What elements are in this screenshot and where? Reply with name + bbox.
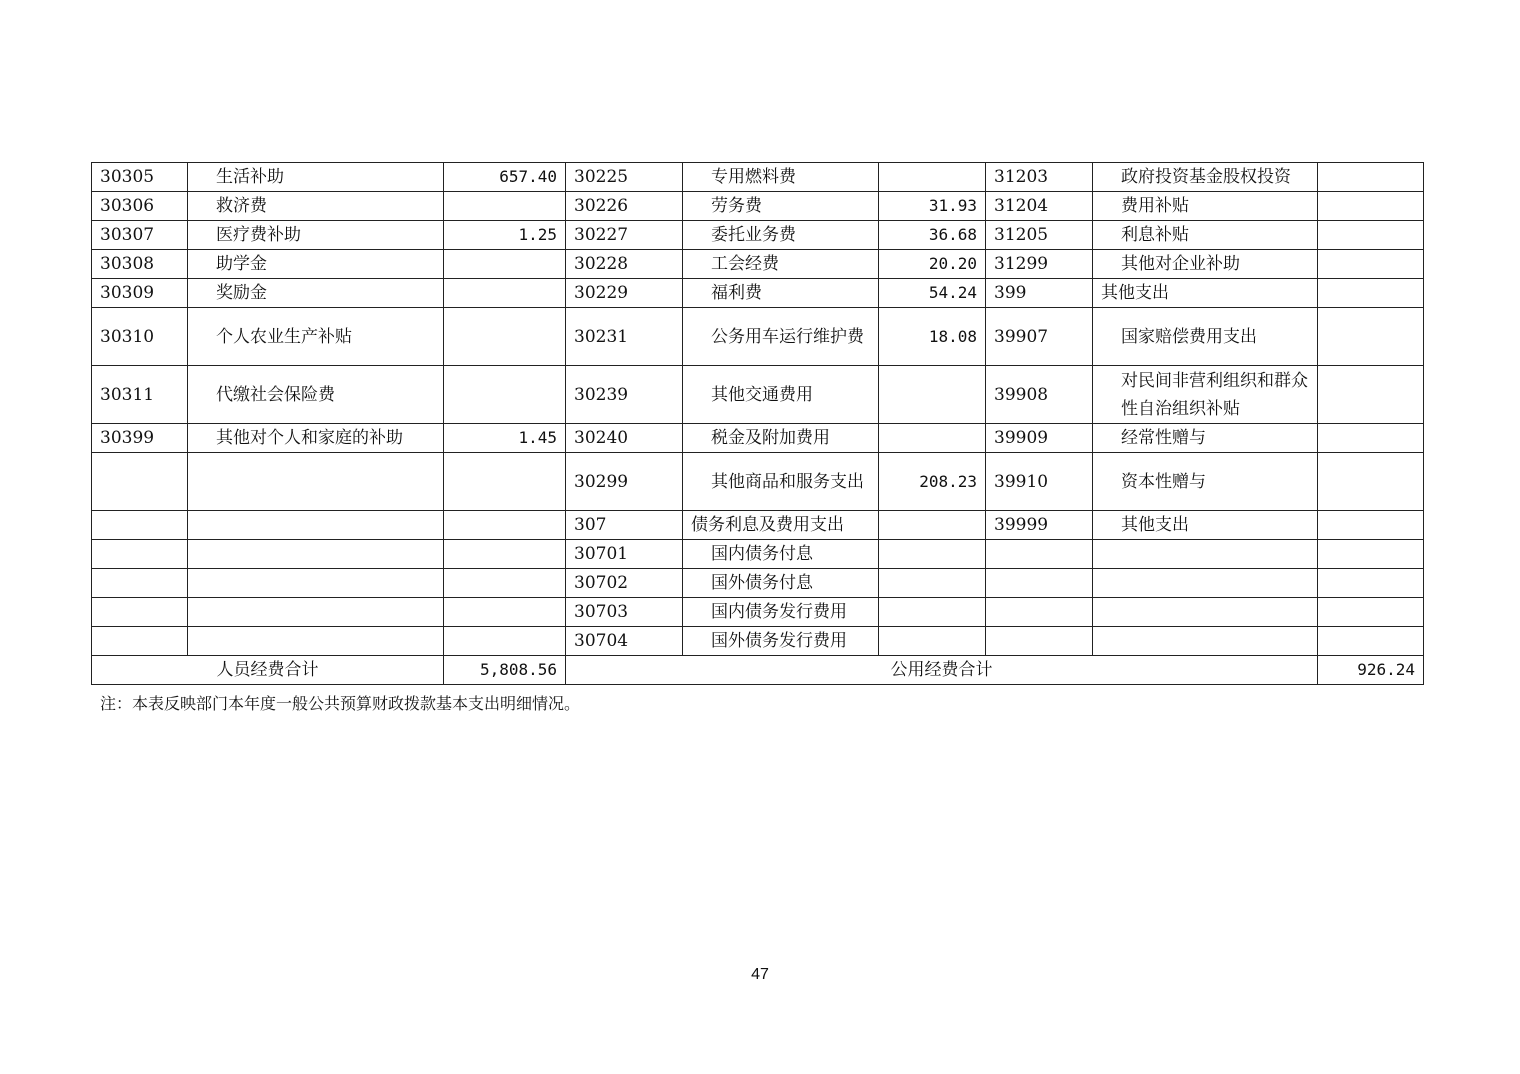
amount-cell (1318, 598, 1424, 627)
code-cell: 39908 (986, 366, 1093, 424)
name-cell: 对民间非营利组织和群众性自治组织补贴 (1093, 366, 1318, 424)
name-cell: 债务利息及费用支出 (683, 511, 879, 540)
name-cell: 专用燃料费 (683, 163, 879, 192)
code-cell (92, 598, 188, 627)
amount-cell: 18.08 (879, 308, 986, 366)
code-cell: 30305 (92, 163, 188, 192)
table-row (92, 250, 1424, 279)
personnel-total-label: 人员经费合计 (92, 656, 444, 685)
code-cell: 30299 (566, 453, 683, 511)
name-cell (188, 598, 444, 627)
code-cell: 30399 (92, 424, 188, 453)
code-cell: 30308 (92, 250, 188, 279)
amount-cell (444, 192, 566, 221)
amount-cell: 1.45 (444, 424, 566, 453)
code-cell: 399 (986, 279, 1093, 308)
personnel-total-value: 5,808.56 (444, 656, 566, 685)
code-cell (986, 598, 1093, 627)
amount-cell (1318, 424, 1424, 453)
code-cell: 30228 (566, 250, 683, 279)
table-row (92, 540, 1424, 569)
amount-cell: 54.24 (879, 279, 986, 308)
name-cell: 其他支出 (1093, 279, 1318, 308)
code-cell: 30227 (566, 221, 683, 250)
name-cell: 国家赔偿费用支出 (1093, 308, 1318, 366)
public-total-value: 926.24 (1318, 656, 1424, 685)
name-cell: 生活补助 (188, 163, 444, 192)
table-row (92, 308, 1424, 366)
name-cell (188, 569, 444, 598)
amount-cell (444, 598, 566, 627)
code-cell: 30229 (566, 279, 683, 308)
code-cell: 39907 (986, 308, 1093, 366)
totals-row (92, 656, 1424, 685)
code-cell: 30310 (92, 308, 188, 366)
code-cell: 30703 (566, 598, 683, 627)
amount-cell (879, 163, 986, 192)
amount-cell: 20.20 (879, 250, 986, 279)
amount-cell (879, 511, 986, 540)
amount-cell (1318, 366, 1424, 424)
amount-cell (879, 540, 986, 569)
public-total-label: 公用经费合计 (566, 656, 1318, 685)
code-cell (92, 511, 188, 540)
name-cell: 其他对个人和家庭的补助 (188, 424, 444, 453)
code-cell: 30704 (566, 627, 683, 656)
name-cell: 国内债务发行费用 (683, 598, 879, 627)
amount-cell (444, 511, 566, 540)
name-cell: 其他商品和服务支出 (683, 453, 879, 511)
amount-cell: 208.23 (879, 453, 986, 511)
table-row (92, 569, 1424, 598)
name-cell (1093, 627, 1318, 656)
name-cell: 救济费 (188, 192, 444, 221)
code-cell: 39910 (986, 453, 1093, 511)
name-cell: 政府投资基金股权投资 (1093, 163, 1318, 192)
table-row (92, 279, 1424, 308)
code-cell: 30231 (566, 308, 683, 366)
table-row (92, 511, 1424, 540)
expenditure-detail-table (91, 162, 1424, 685)
name-cell: 国外债务发行费用 (683, 627, 879, 656)
code-cell: 30226 (566, 192, 683, 221)
amount-cell (444, 540, 566, 569)
name-cell: 资本性赠与 (1093, 453, 1318, 511)
amount-cell (1318, 163, 1424, 192)
name-cell: 国外债务付息 (683, 569, 879, 598)
code-cell: 30306 (92, 192, 188, 221)
code-cell (986, 540, 1093, 569)
table-row (92, 424, 1424, 453)
name-cell (188, 453, 444, 511)
name-cell: 委托业务费 (683, 221, 879, 250)
code-cell: 30311 (92, 366, 188, 424)
code-cell: 30239 (566, 366, 683, 424)
code-cell: 31299 (986, 250, 1093, 279)
amount-cell (1318, 221, 1424, 250)
code-cell: 30240 (566, 424, 683, 453)
table-row (92, 627, 1424, 656)
table-row (92, 221, 1424, 250)
table-note: 注：本表反映部门本年度一般公共预算财政拨款基本支出明细情况。 (100, 694, 581, 713)
name-cell: 其他对企业补助 (1093, 250, 1318, 279)
amount-cell (444, 569, 566, 598)
amount-cell (1318, 308, 1424, 366)
code-cell: 39909 (986, 424, 1093, 453)
table-row (92, 598, 1424, 627)
code-cell: 30701 (566, 540, 683, 569)
amount-cell (444, 453, 566, 511)
code-cell (986, 627, 1093, 656)
name-cell: 助学金 (188, 250, 444, 279)
amount-cell: 657.40 (444, 163, 566, 192)
amount-cell (1318, 279, 1424, 308)
amount-cell (879, 569, 986, 598)
amount-cell (1318, 453, 1424, 511)
name-cell: 公务用车运行维护费 (683, 308, 879, 366)
code-cell: 30309 (92, 279, 188, 308)
name-cell: 利息补贴 (1093, 221, 1318, 250)
table-row (92, 366, 1424, 424)
amount-cell (444, 279, 566, 308)
amount-cell (879, 424, 986, 453)
name-cell (188, 511, 444, 540)
code-cell: 31204 (986, 192, 1093, 221)
amount-cell (444, 627, 566, 656)
amount-cell (879, 627, 986, 656)
page-number: 47 (751, 966, 769, 983)
code-cell: 30702 (566, 569, 683, 598)
amount-cell (1318, 250, 1424, 279)
amount-cell: 1.25 (444, 221, 566, 250)
code-cell (986, 569, 1093, 598)
name-cell: 国内债务付息 (683, 540, 879, 569)
amount-cell (444, 250, 566, 279)
code-cell (92, 453, 188, 511)
amount-cell (444, 308, 566, 366)
name-cell (188, 540, 444, 569)
amount-cell: 36.68 (879, 221, 986, 250)
name-cell: 个人农业生产补贴 (188, 308, 444, 366)
name-cell: 代缴社会保险费 (188, 366, 444, 424)
name-cell (188, 627, 444, 656)
name-cell: 税金及附加费用 (683, 424, 879, 453)
table-body (92, 163, 1424, 656)
name-cell: 奖励金 (188, 279, 444, 308)
code-cell: 31203 (986, 163, 1093, 192)
name-cell: 其他支出 (1093, 511, 1318, 540)
amount-cell (1318, 540, 1424, 569)
name-cell (1093, 569, 1318, 598)
amount-cell (1318, 511, 1424, 540)
code-cell (92, 627, 188, 656)
code-cell (92, 540, 188, 569)
table-row (92, 192, 1424, 221)
amount-cell (1318, 569, 1424, 598)
amount-cell (879, 366, 986, 424)
code-cell: 30225 (566, 163, 683, 192)
name-cell: 福利费 (683, 279, 879, 308)
code-cell: 307 (566, 511, 683, 540)
name-cell: 经常性赠与 (1093, 424, 1318, 453)
amount-cell (1318, 192, 1424, 221)
code-cell: 30307 (92, 221, 188, 250)
amount-cell (444, 366, 566, 424)
name-cell: 费用补贴 (1093, 192, 1318, 221)
code-cell (92, 569, 188, 598)
name-cell (1093, 540, 1318, 569)
code-cell: 39999 (986, 511, 1093, 540)
name-cell: 其他交通费用 (683, 366, 879, 424)
name-cell (1093, 598, 1318, 627)
table-row (92, 453, 1424, 511)
amount-cell (879, 598, 986, 627)
name-cell: 劳务费 (683, 192, 879, 221)
name-cell: 工会经费 (683, 250, 879, 279)
amount-cell (1318, 627, 1424, 656)
name-cell: 医疗费补助 (188, 221, 444, 250)
amount-cell: 31.93 (879, 192, 986, 221)
table-row (92, 163, 1424, 192)
code-cell: 31205 (986, 221, 1093, 250)
